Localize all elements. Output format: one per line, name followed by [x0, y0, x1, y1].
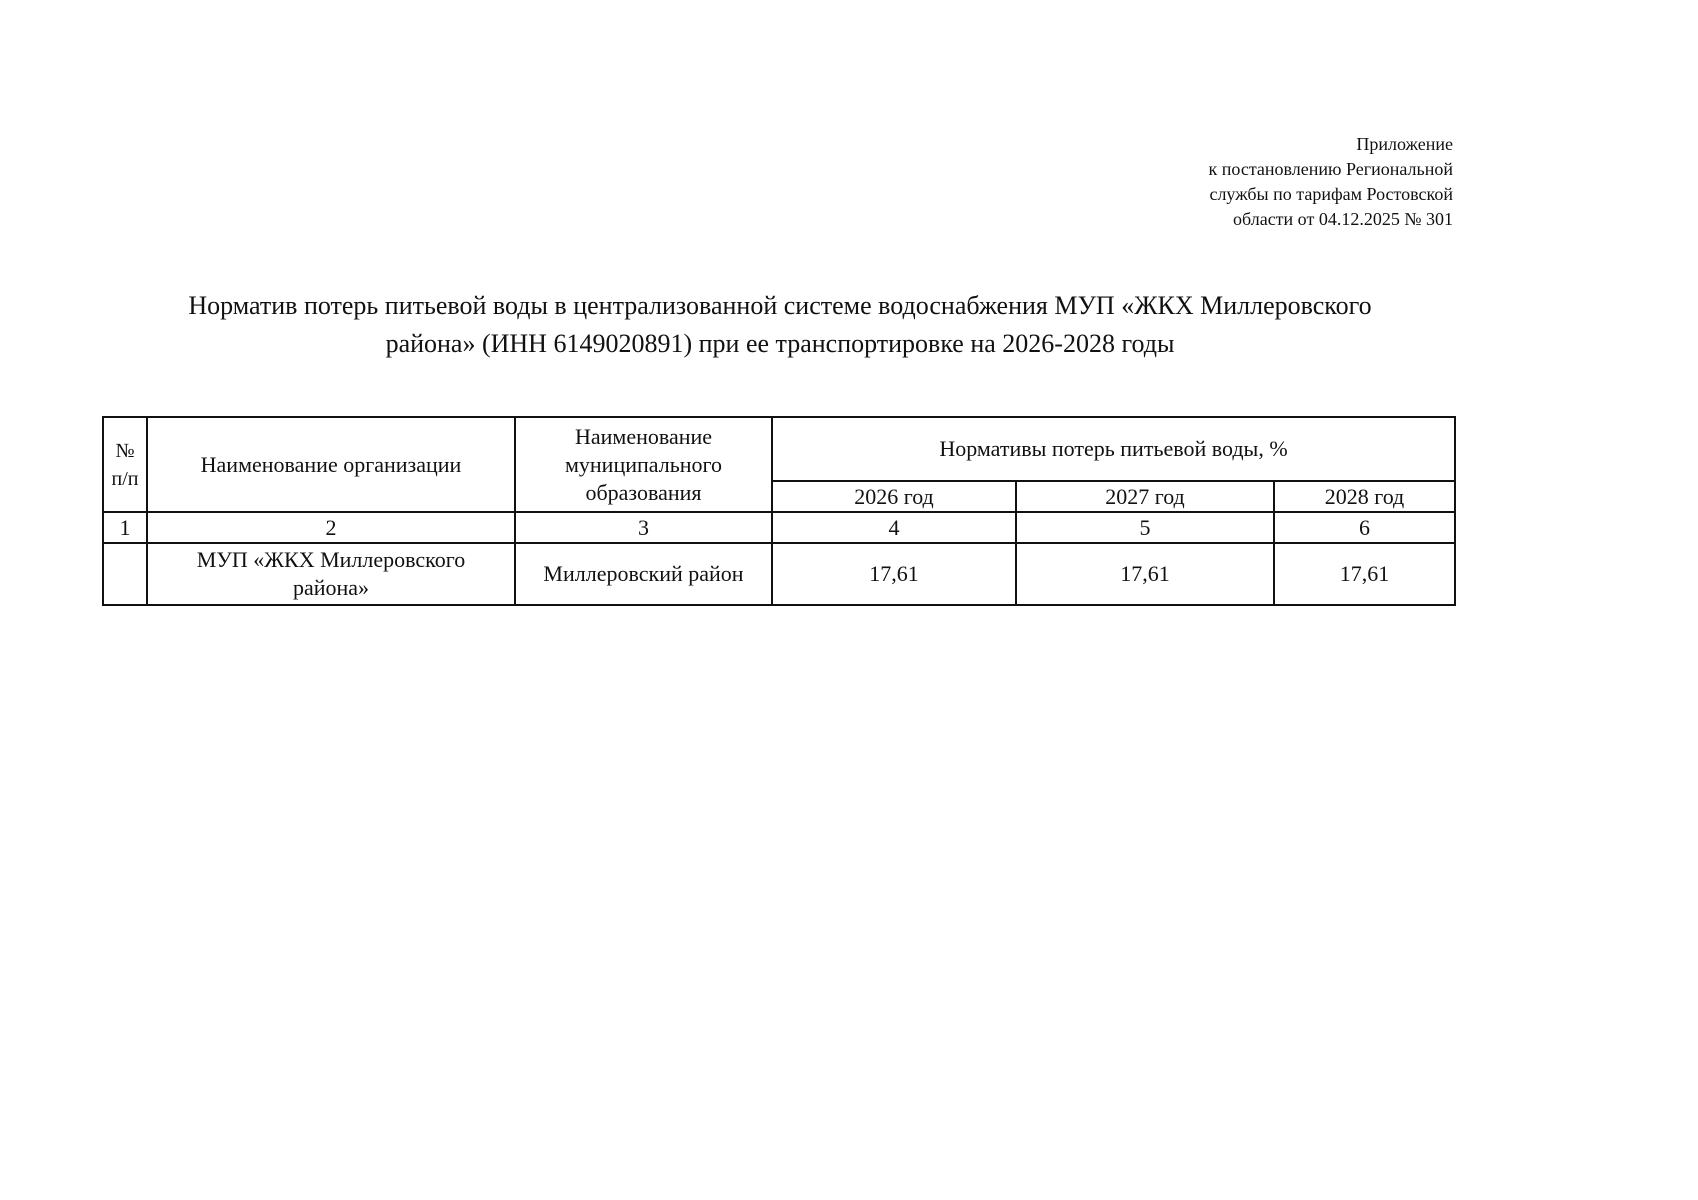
appendix-line: к постановлению Региональной	[1208, 159, 1453, 179]
column-number-row	[103, 512, 1455, 543]
header-row	[103, 417, 1455, 481]
header-municipality-line: Наименование	[574, 423, 713, 449]
appendix-block	[1033, 132, 1453, 232]
row-num	[103, 543, 147, 605]
column-number: 6	[1274, 512, 1455, 543]
row-value-2026: 17,61	[772, 543, 1016, 605]
row-value-2027: 17,61	[1016, 543, 1274, 605]
appendix-line: области от 04.12.2025 № 301	[1233, 209, 1453, 229]
header-norms: Нормативы потерь питьевой воды, %	[772, 417, 1455, 481]
column-number: 1	[103, 512, 147, 543]
column-number: 3	[515, 512, 772, 543]
row-organization	[147, 543, 515, 605]
row-value-2028: 17,61	[1274, 543, 1455, 605]
header-num-symbol: №	[115, 439, 135, 462]
appendix-line: Приложение	[1356, 134, 1453, 154]
header-municipality-line: образования	[585, 479, 702, 505]
header-municipality-line: муниципального	[564, 451, 722, 477]
header-num-label: п/п	[111, 467, 139, 490]
header-year-2028: 2028 год	[1274, 481, 1455, 512]
header-num	[103, 417, 147, 512]
row-municipality: Миллеровский район	[515, 543, 772, 605]
appendix-line: службы по тарифам Ростовской	[1209, 184, 1453, 204]
norms-table	[102, 416, 1456, 606]
header-municipality	[515, 417, 772, 512]
column-number: 5	[1016, 512, 1274, 543]
document-title	[110, 287, 1450, 363]
header-organization: Наименование организации	[147, 417, 515, 512]
table-row	[103, 543, 1455, 605]
row-organization-line: района»	[292, 575, 370, 600]
title-line: Норматив потерь питьевой воды в централизованной системе водоснабжения МУП «ЖКХ Миллеровского	[188, 291, 1372, 320]
title-line: района» (ИНН 6149020891) при ее транспортировке на 2026-2028 годы	[385, 329, 1175, 358]
row-organization-line: МУП «ЖКХ Миллеровского	[196, 547, 466, 572]
header-year-2027: 2027 год	[1016, 481, 1274, 512]
header-year-2026: 2026 год	[772, 481, 1016, 512]
column-number: 2	[147, 512, 515, 543]
column-number: 4	[772, 512, 1016, 543]
